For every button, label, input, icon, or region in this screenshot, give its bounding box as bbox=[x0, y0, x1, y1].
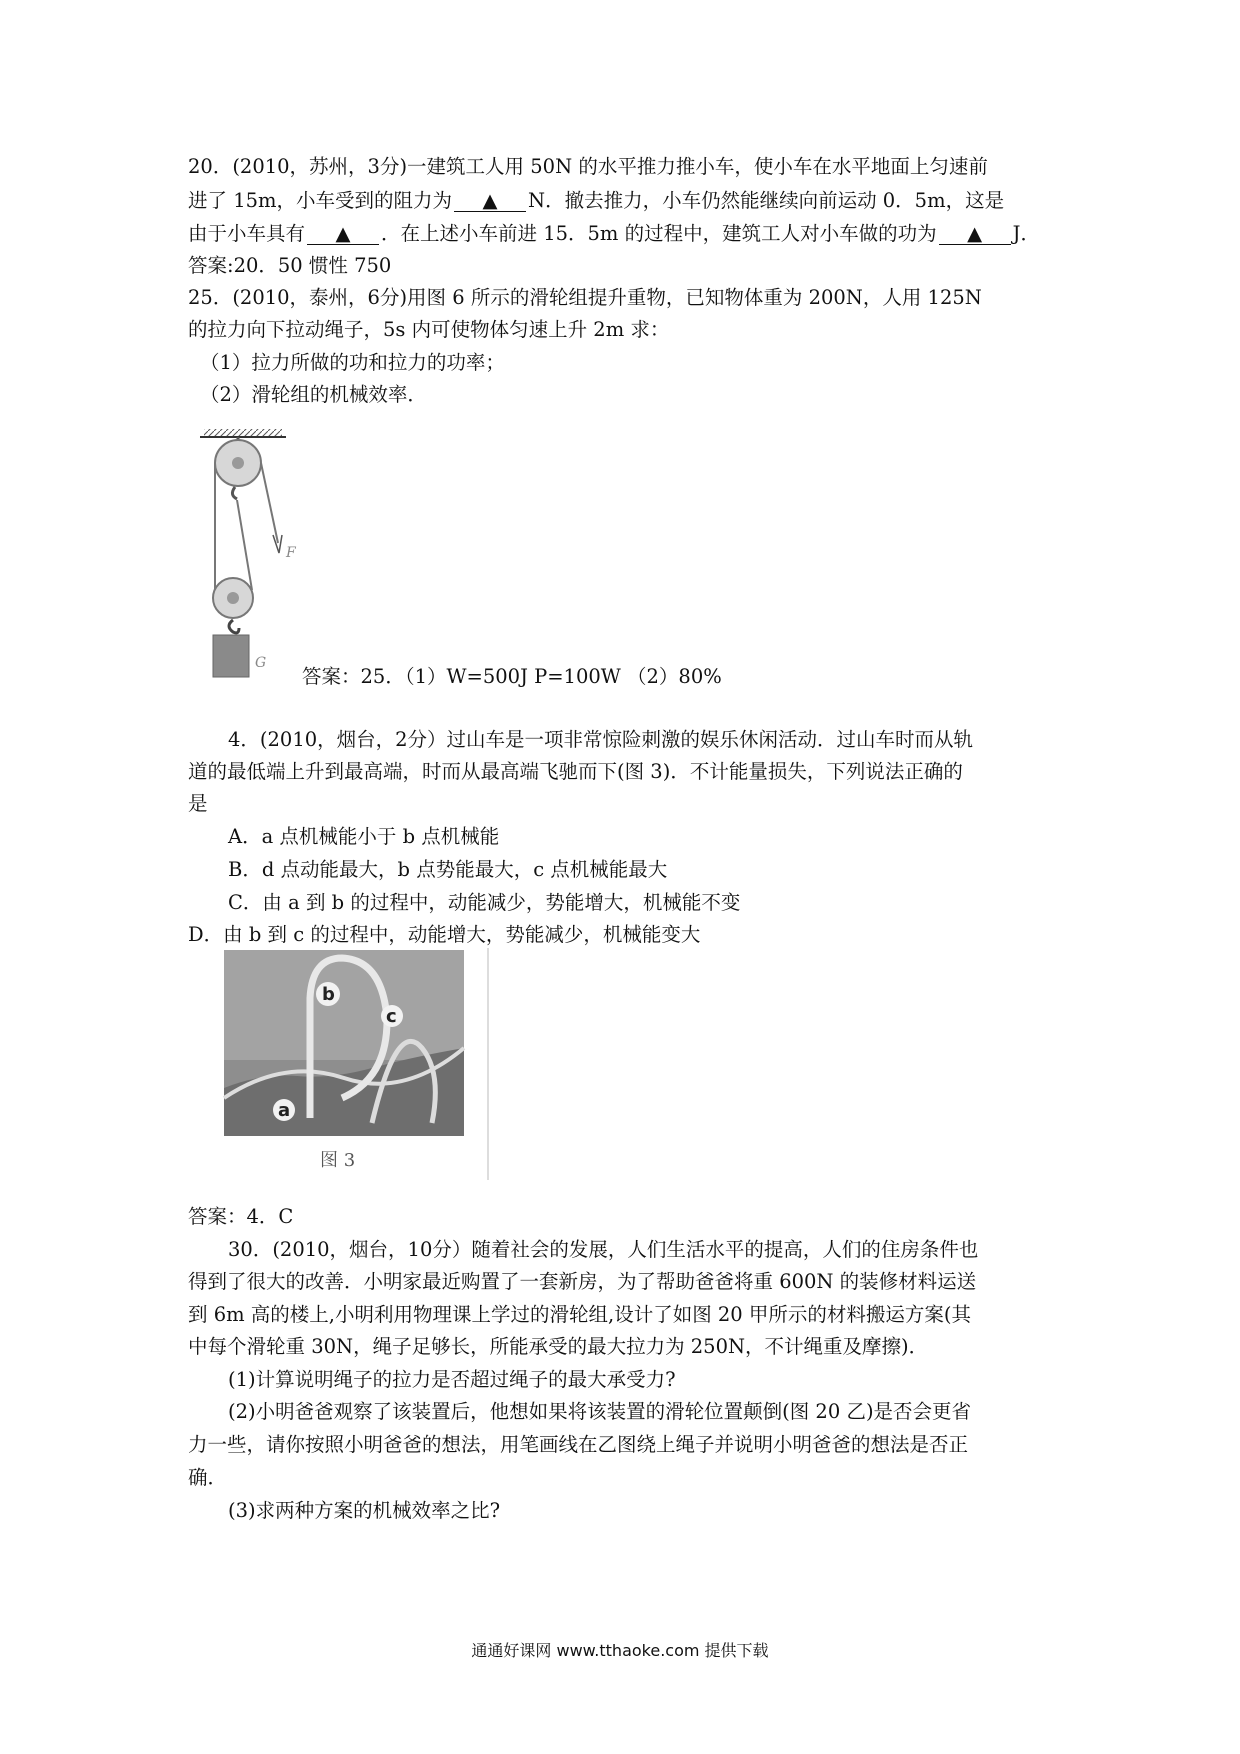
q20-line-3 bbox=[188, 219, 1040, 249]
q30-item-1: (1)计算说明绳子的拉力是否超过绳子的最大承受力? bbox=[228, 1368, 676, 1391]
q20-answer: 答案:20．50 惯性 750 bbox=[188, 254, 392, 277]
q20-line-3-mid: ．在上述小车前进 15．5m 的过程中，建筑工人对小车做的功为 bbox=[381, 222, 937, 245]
rope-middle bbox=[237, 500, 252, 590]
answer-blank-2: ▲ bbox=[307, 224, 379, 245]
ceiling-hatch bbox=[204, 429, 282, 437]
point-a-label: a bbox=[278, 1100, 291, 1121]
fixed-pulley-hook bbox=[232, 487, 237, 499]
q30-line-3: 到 6m 高的楼上,小明利用物理课上学过的滑轮组,设计了如图 20 甲所示的材料搬运方案(其 bbox=[188, 1303, 972, 1326]
point-b-label: b bbox=[322, 984, 335, 1005]
q25-item-2: （2）滑轮组的机械效率． bbox=[200, 383, 427, 406]
q4-line-2: 道的最低端上升到最高端，时而从最高端飞驰而下(图 3)．不计能量损失，下列说法正确的 bbox=[188, 760, 963, 783]
q25-answer: 答案：25．（1）W=500J P=100W （2）80% bbox=[302, 665, 722, 688]
photo-sky bbox=[224, 950, 464, 1060]
pulley-system-figure bbox=[190, 425, 310, 680]
q30-line-4: 中每个滑轮重 30N，绳子足够长，所能承受的最大拉力为 250N，不计绳重及摩擦)． bbox=[188, 1335, 929, 1358]
q30-item-2-line-2: 力一些，请你按照小明爸爸的想法，用笔画线在乙图绕上绳子并说明小明爸爸的想法是否正 bbox=[188, 1433, 969, 1456]
q20-line-2-start: 进了 15m，小车受到的阻力为 bbox=[188, 189, 453, 212]
q4-line-3: 是 bbox=[188, 792, 208, 815]
q20-line-3-start: 由于小车具有 bbox=[188, 222, 306, 245]
q4-line-1: 4．(2010，烟台，2分）过山车是一项非常惊险刺激的娱乐休闲活动．过山车时而从轨 bbox=[228, 728, 974, 751]
q30-item-3: (3)求两种方案的机械效率之比? bbox=[228, 1499, 501, 1522]
q25-line-2: 的拉力向下拉动绳子，5s 内可使物体匀速上升 2m 求： bbox=[188, 318, 670, 341]
q4-option-b: B．d 点动能最大，b 点势能最大，c 点机械能最大 bbox=[228, 858, 668, 881]
q20-line-2-end: N．撤去推力，小车仍然能继续向前运动 0．5m，这是 bbox=[528, 189, 1005, 212]
force-label: F bbox=[286, 545, 296, 561]
q30-item-2-line-1: (2)小明爸爸观察了该装置后，他想如果将该装置的滑轮位置颠倒(图 20 乙)是否会更省 bbox=[228, 1400, 972, 1423]
movable-pulley-axle bbox=[227, 592, 239, 604]
load-label: G bbox=[255, 655, 267, 671]
q20-line-1: 20．(2010，苏州，3分)一建筑工人用 50N 的水平推力推小车，使小车在水平地面上匀速前 bbox=[188, 155, 988, 178]
q4-option-c: C．由 a 到 b 的过程中，动能减少，势能增大，机械能不变 bbox=[228, 891, 741, 914]
q30-item-2-line-3: 确． bbox=[188, 1466, 228, 1489]
answer-blank-3: ▲ bbox=[939, 224, 1011, 245]
q25-item-1: （1）拉力所做的功和拉力的功率； bbox=[200, 351, 505, 374]
rope-pull bbox=[261, 463, 278, 543]
q25-line-1: 25．(2010，泰州，6分)用图 6 所示的滑轮组提升重物，已知物体重为 200N，人用 125N bbox=[188, 286, 982, 309]
q4-option-a: A．a 点机械能小于 b 点机械能 bbox=[228, 825, 500, 848]
load-block bbox=[213, 635, 249, 677]
q30-line-1: 30．(2010，烟台，10分）随着社会的发展，人们生活水平的提高，人们的住房条件也 bbox=[228, 1238, 979, 1261]
fixed-pulley-axle bbox=[232, 457, 244, 469]
q30-line-2: 得到了很大的改善．小明家最近购置了一套新房，为了帮助爸爸将重 600N 的装修材料运送 bbox=[188, 1270, 977, 1293]
point-c-label: c bbox=[386, 1006, 397, 1027]
q20-line-3-end: J． bbox=[1012, 222, 1040, 245]
movable-pulley-hook bbox=[229, 620, 239, 633]
q4-option-d: D．由 b 到 c 的过程中，动能增大，势能减少，机械能变大 bbox=[188, 923, 701, 946]
q4-answer: 答案：4．C bbox=[188, 1205, 294, 1228]
figure-caption: 图 3 bbox=[320, 1150, 356, 1171]
answer-blank-1: ▲ bbox=[454, 191, 526, 212]
roller-coaster-figure bbox=[222, 948, 490, 1180]
page-footer: 通通好课网 www.tthaoke.com 提供下载 bbox=[471, 1641, 769, 1660]
q20-line-2 bbox=[188, 186, 1004, 216]
